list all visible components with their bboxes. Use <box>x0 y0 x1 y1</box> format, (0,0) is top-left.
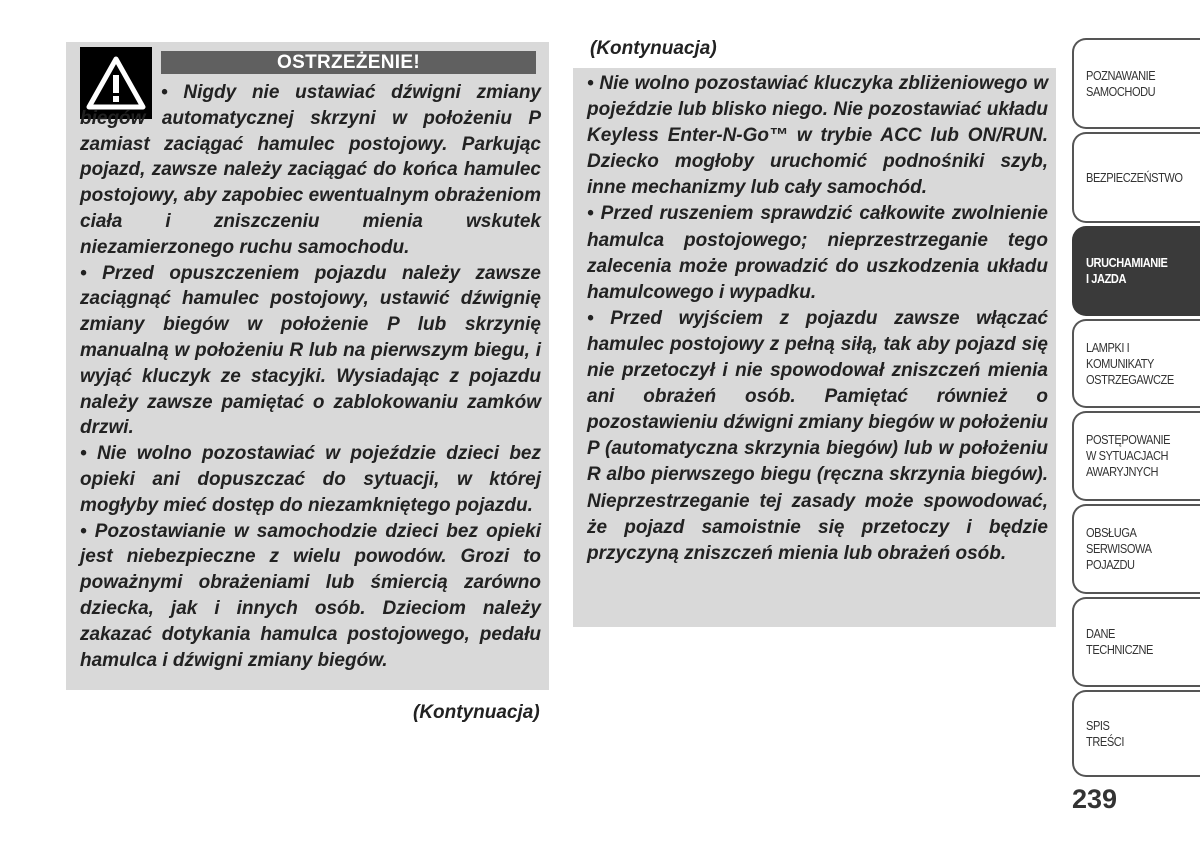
warning-paragraph: • Przed opuszczeniem pojazdu należy zawsze zaciągnąć hamulec postojowy, ustawić dźwignię zmiany biegów w położenie P lub skrzynię manualną w położeniu R lub na pierwszym biegu, i wyjąć kluczyk ze stacyjki. Wysiadając z pojazdu należy zawsze pamiętać o zablokowaniu zamków drzwi. <box>80 262 541 439</box>
continued-paragraph: • Przed ruszeniem sprawdzić całkowite zwolnienie hamulca postojowego; nieprzestrzeganie tego zalecenia może prowadzić do uszkodzenia układu hamulcowego i wypadku. <box>587 203 1048 303</box>
warning-paragraph: • Pozostawianie w samochodzie dzieci bez opieki jest niebezpieczne z wielu powodów. Grozi to poważnymi obrażeniami lub śmiercią zarówno dziecka, jak i innych osób. Dzieciom należy zakazać dotykania hamulca postojowego, pedału hamulca i dźwigni zmiany biegów. <box>80 520 541 671</box>
tab-postepowanie-awaryjne[interactable]: POSTĘPOWANIE W SYTUACJACH AWARYJNYCH <box>1072 411 1200 501</box>
continuation-label: (Kontynuacja) <box>413 702 540 723</box>
continued-paragraph: • Nie wolno pozostawiać kluczyka zbliżeniowego w pojeździe lub blisko niego. Nie pozostawiać układu Keyless Enter-N-Go™ w trybie ACC lub ON/RUN. Dziecko mogłoby uruchomić podnośniki szyb, inne mechanizmy lub cały samochód. <box>587 73 1048 199</box>
warning-title: OSTRZEŻENIE! <box>161 51 536 74</box>
tab-lampki-i-komunikaty[interactable]: LAMPKI I KOMUNIKATY OSTRZEGAWCZE <box>1072 319 1200 408</box>
tab-uruchamianie-i-jazda[interactable]: URUCHAMIANIE I JAZDA <box>1072 226 1200 316</box>
continued-paragraph: • Przed wyjściem z pojazdu zawsze włączać hamulec postojowy z pełną siłą, tak aby pojazd się nie przetoczył i nie spowodował zniszczeń mienia ani obrażeń osób. Pamiętać również o pozostawieniu dźwigni zmiany biegów w położeniu P (automatyczna skrzynia biegów) lub w położeniu R albo pierwszego biegu (ręczna skrzynia biegów). Nieprzestrzeganie tej zasady może spowodować, że pojazd samoistnie się przetoczy i będzie przyczyną zniszczeń mienia lub obrażeń osób. <box>587 307 1048 564</box>
continuation-heading: (Kontynuacja) <box>590 38 717 59</box>
warning-paragraph: • Nie wolno pozostawiać w pojeździe dzieci bez opieki ani dopuszczać do sytuacji, w której mogłyby mieć dostęp do niezamkniętego pojazdu. <box>80 443 541 516</box>
continued-text <box>587 71 1048 567</box>
warning-paragraph: • Nigdy nie ustawiać dźwigni zmiany biegów automatycznej skrzyni w położeniu P zamiast zaciągać hamulec postojowy. Parkując pojazd, zawsze należy zaciągać do końca hamulec postojowy, aby zapobiec ewentualnym obrażeniom ciała i zniszczeniu mienia wskutek niezamierzonego ruchu samochodu. <box>80 82 541 258</box>
tab-spis-tresci[interactable]: SPIS TREŚCI <box>1072 690 1200 777</box>
tab-dane-techniczne[interactable]: DANE TECHNICZNE <box>1072 597 1200 687</box>
tab-obsluga-serwisowa[interactable]: OBSŁUGA SERWISOWA POJAZDU <box>1072 504 1200 594</box>
page-number: 239 <box>1072 784 1118 814</box>
warning-text <box>80 80 541 673</box>
tab-bezpieczenstwo[interactable]: BEZPIECZEŃSTWO <box>1072 132 1200 223</box>
tab-poznawanie-samochodu[interactable]: POZNAWANIE SAMOCHODU <box>1072 38 1200 129</box>
